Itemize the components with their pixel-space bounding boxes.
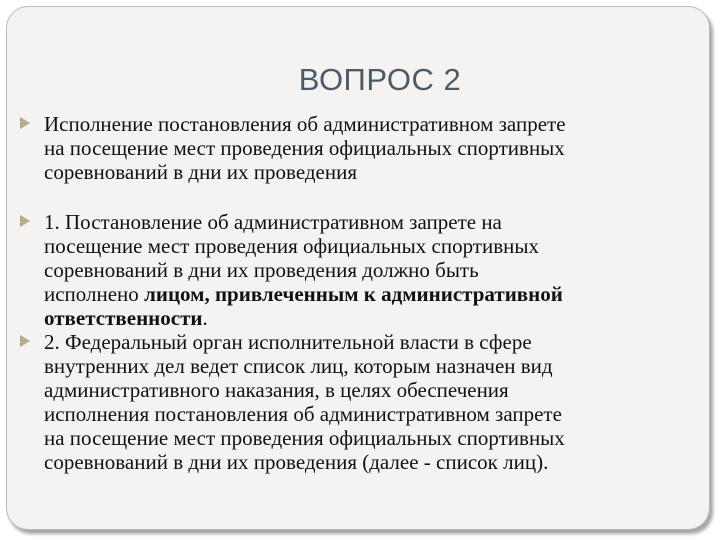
bullet-icon	[19, 335, 31, 347]
item-text-plain: исполнено	[44, 282, 145, 306]
slide-content	[16, 112, 696, 474]
bullet-icon	[19, 215, 31, 227]
item-text-line: 2. Федеральный орган исполнительной власти в сфере	[44, 330, 532, 354]
item-text-line: внутренних дел ведет список лиц, которым назначен вид	[44, 354, 553, 378]
item-text-line: соревнований в дни их проведения (далее - список лиц).	[44, 450, 549, 474]
item-text-line: исполнения постановления об административном запрете	[44, 402, 562, 426]
item-text-line	[44, 306, 696, 330]
list-item	[16, 330, 696, 474]
item-text-line	[44, 282, 696, 306]
item-text-plain: .	[202, 306, 208, 330]
list-item	[16, 112, 696, 184]
item-text-bold: лицом, привлеченным к административной	[144, 282, 563, 306]
item-text-line: административного наказания, в целях обеспечения	[44, 378, 509, 402]
item-text-line: 1. Постановление об административном запрете на	[44, 210, 502, 234]
list-item	[16, 210, 696, 330]
item-text-line: посещение мест проведения официальных спортивных	[44, 234, 539, 258]
item-text-line: на посещение мест проведения официальных спортивных	[44, 136, 565, 160]
item-text-line: Исполнение постановления об административном запрете	[44, 112, 566, 136]
slide-title: ВОПРОС 2	[298, 62, 462, 97]
bullet-icon	[19, 117, 31, 129]
item-text-bold: ответственности	[44, 306, 203, 330]
item-text-line: соревнований в дни их проведения	[44, 160, 358, 184]
item-text-line: на посещение мест проведения официальных спортивных	[44, 426, 565, 450]
item-text-line: соревнований в дни их проведения должно быть	[44, 258, 479, 282]
